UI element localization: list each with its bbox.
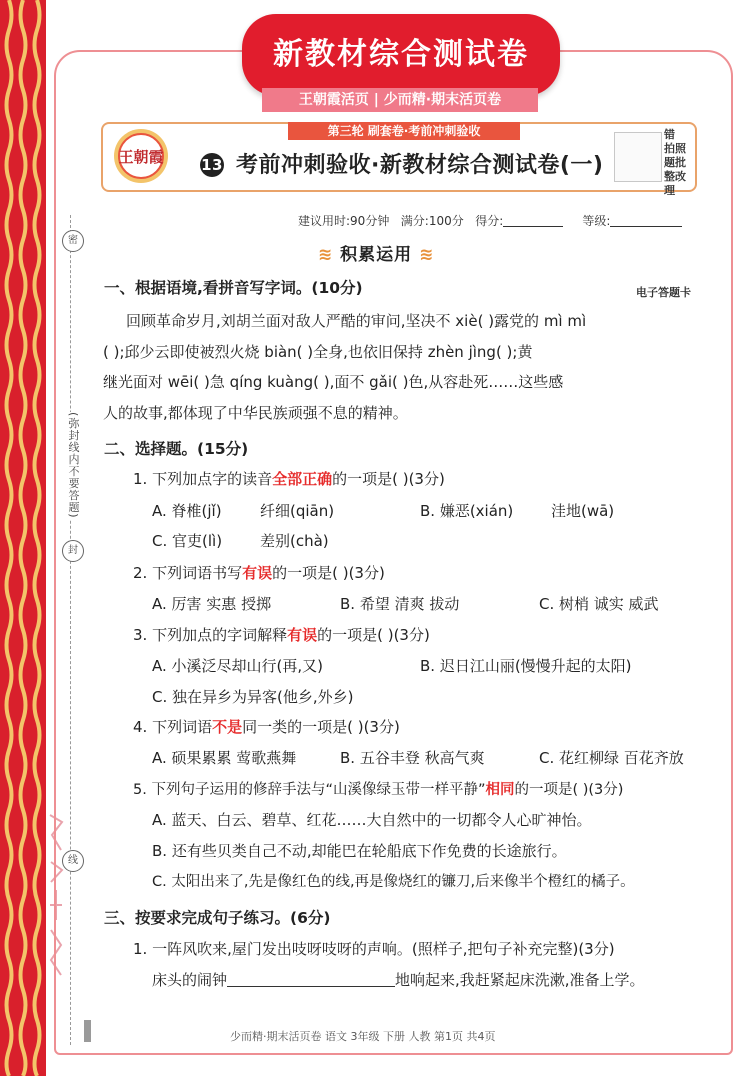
q2-2-option-b: B. 希望 清爽 拔动 bbox=[340, 595, 460, 613]
q2-1-option-b2: 洼地(wā) bbox=[551, 502, 615, 520]
stem-highlight: 相同 bbox=[485, 782, 515, 798]
stem-highlight: 有误 bbox=[287, 626, 318, 644]
stem-highlight: 有误 bbox=[242, 564, 273, 582]
correction-label bbox=[664, 128, 698, 198]
q1-line-2: ( );邱少云即使被烈火烧 biàn( )全身,也依旧保持 zhèn jìng( );黄 bbox=[103, 343, 533, 361]
q2-5-stem bbox=[133, 778, 623, 799]
stem-text: 的一项是( )(3分) bbox=[514, 782, 624, 798]
section-title bbox=[318, 240, 434, 265]
section-title-text: 积累运用 bbox=[340, 245, 413, 265]
correction-label-line: 拍照 bbox=[664, 142, 686, 155]
test-title-text: 考前冲刺验收·新教材综合测试卷(一) bbox=[236, 153, 604, 178]
q2-4-option-c: C. 花红柳绿 百花齐放 bbox=[539, 749, 684, 767]
wave-right-icon: ≋ bbox=[419, 245, 435, 265]
q2-1-option-c: C. 官吏(lì) bbox=[152, 532, 223, 550]
round-tag: 第三轮 刷套卷·考前冲刺验收 bbox=[288, 122, 520, 140]
q2-5-option-b: B. 还有些贝类自己不动,却能巴在轮船底下作免费的长途旅行。 bbox=[152, 842, 567, 860]
q2-1-option-a2: 纤细(qiān) bbox=[260, 502, 335, 520]
stem-text: 3. 下列加点的字词解释 bbox=[133, 626, 288, 644]
q1-line-3: 继光面对 wēi( )急 qíng kuàng( ),面不 gǎi( )色,从容赴死……这些感 bbox=[103, 373, 564, 391]
q1-heading: 一、根据语境,看拼音写字词。(10分) bbox=[104, 279, 363, 297]
stem-text: 5. 下列句子运用的修辞手法与“山溪像绿玉带一样平静” bbox=[133, 782, 486, 798]
left-decorative-strip bbox=[0, 0, 46, 1076]
full-score: 满分:100分 bbox=[400, 214, 464, 228]
q2-5-option-a: A. 蓝天、白云、碧草、红花……大自然中的一切都令人心旷神怡。 bbox=[152, 811, 592, 829]
stem-text: 4. 下列词语 bbox=[133, 718, 213, 736]
q2-2-option-c: C. 树梢 诚实 威武 bbox=[539, 595, 659, 613]
q2-5-option-c: C. 太阳出来了,先是像红色的线,再是像烧红的镰刀,后来像半个橙红的橘子。 bbox=[152, 874, 635, 890]
score-blank[interactable] bbox=[503, 226, 563, 227]
q2-3-stem bbox=[133, 624, 430, 645]
brand-logo bbox=[106, 126, 176, 186]
seal-mark-top: 密 bbox=[62, 230, 84, 252]
e-answer-card-tag: 电子答题卡 bbox=[636, 286, 691, 299]
wave-ornament-left bbox=[4, 0, 14, 1076]
q2-3-option-a: A. 小溪泛尽却山行(再,又) bbox=[152, 657, 324, 675]
page-banner: 新教材综合测试卷 bbox=[242, 14, 560, 96]
score-label: 得分: bbox=[475, 214, 504, 228]
stem-highlight: 全部正确 bbox=[272, 470, 333, 488]
q3-1-answer-line bbox=[152, 969, 645, 990]
stem-highlight: 不是 bbox=[212, 718, 243, 736]
q3-1-stem: 1. 一阵风吹来,屋门发出吱呀吱呀的声响。(照样子,把句子补充完整)(3分) bbox=[133, 940, 615, 958]
q2-2-stem bbox=[133, 562, 385, 583]
stem-text: 1. 下列加点字的读音 bbox=[133, 470, 273, 488]
stem-text: 2. 下列词语书写 bbox=[133, 564, 243, 582]
q1-line-1: 回顾革命岁月,刘胡兰面对敌人严酷的审问,坚决不 xiè( )露党的 mì mì bbox=[126, 312, 587, 330]
test-title bbox=[200, 148, 603, 179]
page-footer: 少而精·期末活页卷 语文 3年级 下册 人教 第1页 共4页 bbox=[230, 1030, 496, 1043]
grade-blank[interactable] bbox=[610, 226, 682, 227]
q2-1-option-a: A. 脊椎(jǐ) bbox=[152, 502, 222, 520]
q1-line-4: 人的故事,都体现了中华民族顽强不息的精神。 bbox=[103, 404, 408, 422]
seal-mark-middle: 封 bbox=[62, 540, 84, 562]
wave-ornament-right bbox=[32, 0, 42, 1076]
correction-qr-box bbox=[614, 132, 662, 182]
stem-text: 的一项是( )(3分) bbox=[317, 626, 430, 644]
seal-mark-bottom: 线 bbox=[62, 850, 84, 872]
test-number: 13 bbox=[200, 153, 224, 177]
exam-meta bbox=[298, 212, 682, 229]
logo-badge-icon bbox=[106, 126, 176, 186]
stem-text: 的一项是( )(3分) bbox=[332, 470, 445, 488]
q2-1-stem bbox=[133, 468, 445, 489]
answer-blank[interactable] bbox=[227, 986, 395, 987]
wave-ornament-mid bbox=[18, 0, 28, 1076]
q2-4-option-b: B. 五谷丰登 秋高气爽 bbox=[340, 749, 485, 767]
answer-suffix: 地响起来,我赶紧起床洗漱,准备上学。 bbox=[395, 971, 645, 989]
series-subtitle: 王朝霞活页 | 少而精·期末活页卷 bbox=[262, 88, 538, 112]
answer-prefix: 床头的闹钟 bbox=[152, 971, 228, 989]
correction-label-line: 理 bbox=[664, 184, 675, 197]
q2-heading: 二、选择题。(15分) bbox=[104, 440, 249, 458]
correction-label-line: 整改 bbox=[664, 170, 686, 183]
binding-note: (弥封线内不要答题) bbox=[59, 412, 81, 519]
page-edge-tab bbox=[84, 1020, 91, 1042]
q2-1-option-b: B. 嫌恶(xián) bbox=[420, 502, 514, 520]
q2-2-option-a: A. 厉害 实惠 授掷 bbox=[152, 595, 272, 613]
q2-4-stem bbox=[133, 716, 400, 737]
q2-1-option-c2: 差别(chà) bbox=[260, 532, 329, 550]
correction-label-line: 错 bbox=[664, 128, 675, 141]
suggested-time: 建议用时:90分钟 bbox=[298, 214, 390, 228]
q3-heading: 三、按要求完成句子练习。(6分) bbox=[104, 909, 331, 927]
q2-3-option-c: C. 独在异乡为异客(他乡,外乡) bbox=[152, 688, 354, 706]
stem-text: 的一项是( )(3分) bbox=[272, 564, 385, 582]
correction-label-line: 题批 bbox=[664, 156, 686, 169]
q2-4-option-a: A. 硕果累累 莺歌燕舞 bbox=[152, 749, 297, 767]
grade-label: 等级: bbox=[582, 214, 611, 228]
stem-text: 同一类的一项是( )(3分) bbox=[242, 718, 400, 736]
logo-text: 王朝霞 bbox=[118, 148, 164, 166]
q2-3-option-b: B. 迟日江山丽(慢慢升起的太阳) bbox=[420, 657, 632, 675]
page-frame bbox=[54, 50, 733, 1055]
wave-left-icon: ≋ bbox=[318, 245, 334, 265]
